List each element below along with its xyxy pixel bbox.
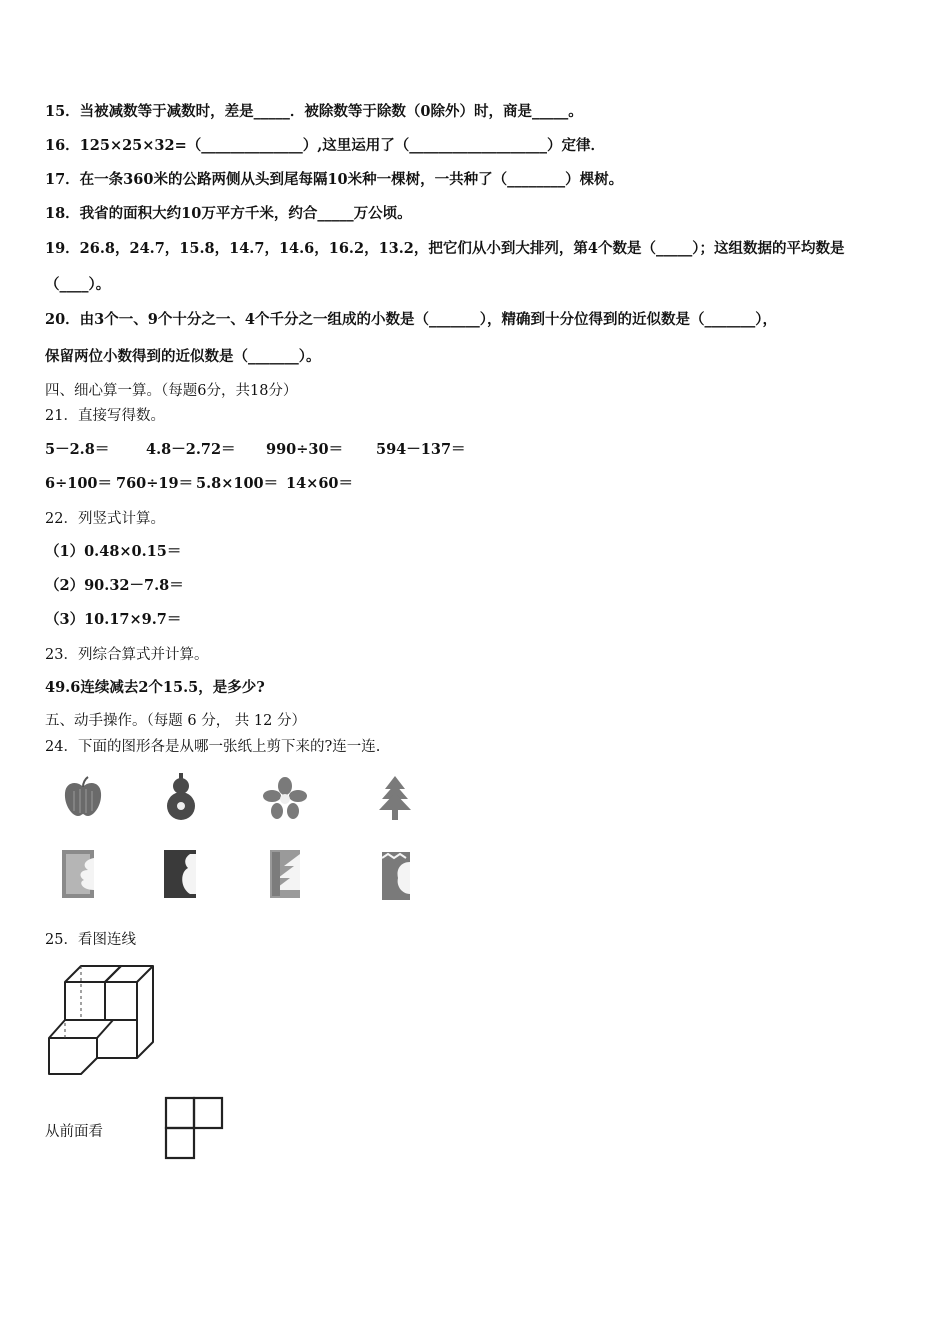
- paper-tree-cut-icon: [268, 848, 302, 900]
- q23: 23．列综合算式并计算。: [45, 647, 209, 663]
- q21-calc: 14×60＝: [286, 475, 354, 492]
- paper-gourd-cut-icon: [162, 848, 198, 900]
- q23-body: 49.6连续减去2个15.5，是多少?: [45, 679, 265, 696]
- cube-stack-figure: [45, 962, 157, 1080]
- q20-line1: 20．由3个一、9个十分之一、4个千分之一组成的小数是（_______），精确到十分位得到的近似数是（_______），: [45, 311, 777, 328]
- q21-calc: 760÷19＝: [116, 475, 194, 492]
- q19-line2: （____）。: [45, 276, 111, 293]
- q24: 24．下面的图形各是从哪一张纸上剪下来的?连一连.: [45, 739, 381, 755]
- q25-label: 从前面看: [45, 1124, 103, 1140]
- section4-title: 四、细心算一算。（每题6分，共18分）: [45, 383, 298, 399]
- q21-calc: 990÷30＝: [266, 441, 344, 458]
- q20-line2: 保留两位小数得到的近似数是（_______）。: [45, 348, 321, 365]
- q21: 21．直接写得数。: [45, 408, 165, 424]
- paper-flower-cut-icon: [60, 848, 96, 900]
- q21-row1: [45, 440, 565, 460]
- q21-calc: 594－137＝: [376, 441, 466, 458]
- q16: 16．125×25×32=（______________）,这里运用了（___________________）定律．: [45, 137, 606, 154]
- q15: 15．当被减数等于减数时，差是_____．被除数等于除数（0除外）时，商是_____。: [45, 103, 583, 120]
- front-view-figure: [163, 1095, 225, 1161]
- q22: 22．列竖式计算。: [45, 511, 165, 527]
- q21-calc: 4.8－2.72＝: [146, 441, 236, 458]
- tree-icon: [376, 774, 414, 822]
- apple-icon: [60, 775, 106, 821]
- q21-calc: 5－2.8＝: [45, 441, 110, 458]
- q22-item-3: （3）10.17×9.7＝: [45, 611, 182, 628]
- q21-calc: 5.8×100＝: [196, 475, 279, 492]
- q22-item-2: （2）90.32－7.8＝: [45, 577, 184, 594]
- section5-title: 五、动手操作。（每题 6 分， 共 12 分）: [45, 713, 306, 729]
- q21-calc: 6÷100＝: [45, 475, 113, 492]
- paper-apple-cut-icon: [380, 850, 412, 902]
- q25: 25．看图连线: [45, 932, 136, 948]
- gourd-icon: [163, 772, 199, 822]
- q22-item-1: （1）0.48×0.15＝: [45, 543, 182, 560]
- q21-row2: [45, 474, 565, 494]
- q18: 18．我省的面积大约10万平方千米，约合_____万公顷。: [45, 205, 412, 222]
- q19-line1: 19．26.8，24.7，15.8，14.7，14.6，16.2，13.2，把它们从小到大排列，第4个数是（_____）；这组数据的平均数是: [45, 240, 845, 257]
- q17: 17．在一条360米的公路两侧从头到尾每隔10米种一棵树，一共种了（________）棵树。: [45, 171, 624, 188]
- flower-icon: [262, 776, 308, 820]
